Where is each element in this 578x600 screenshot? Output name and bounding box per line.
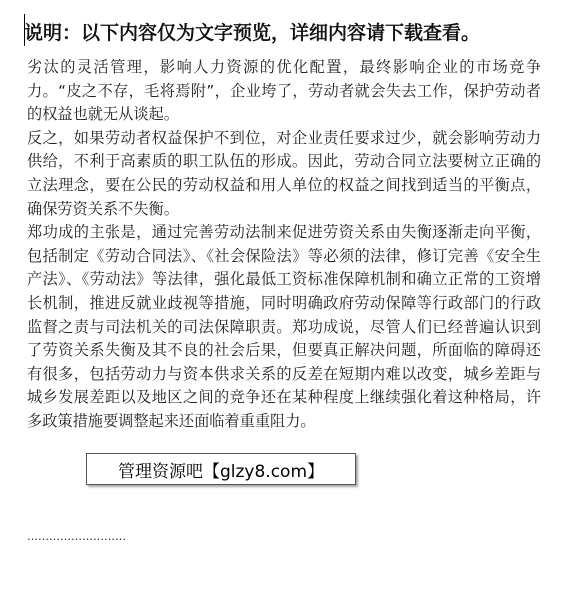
document-body [27, 56, 541, 434]
paragraph-1: 劣汰的灵活管理，影响人力资源的优化配置，最终影响企业的市场竞争力。“皮之不存，毛将焉附”，企业垮了，劳动者就会失去工作，保护劳动者的权益也就无从谈起。 [27, 58, 541, 124]
continuation-ellipsis: ……………………… [27, 530, 126, 543]
paragraph-2: 反之，如果劳动者权益保护不到位，对企业责任要求过少，就会影响劳动力供给，不利于高素质的职工队伍的形成。因此，劳动合同立法要树立正确的立法理念，要在公民的劳动权益和用人单位的权益之间找到适当的平衡点，确保劳资关系不失衡。 [27, 128, 541, 218]
preview-notice: 说明：以下内容仅为文字预览，详细内容请下载查看。 [24, 22, 481, 44]
paragraph-3: 郑功成的主张是，通过完善劳动法制来促进劳资关系由失衡逐渐走向平衡，包括制定《劳动合同法》、《社会保险法》等必须的法律，修订完善《安全生产法》、《劳动法》等法律，强化最低工资标准保障机制和确立正常的工资增长机制，推进反就业歧视等措施，同时明确政府劳动保障等行政部门的行政监督之责与司法机关的司法保障职责。郑功成说，尽管人们已经普遍认识到了劳资关系失衡及其不良的社会后果，但要真正解决问题，所面临的障碍还有很多，包括劳动力与资本供求关系的反差在短期内难以改变，城乡差距与城乡发展差距以及地区之间的竞争还在某种程度上继续强化着这种格局，许多政策措施要调整起来还面临着重重阻力。 [27, 223, 541, 430]
watermark-banner: 管理资源吧【glzy8.com】 [86, 453, 356, 485]
